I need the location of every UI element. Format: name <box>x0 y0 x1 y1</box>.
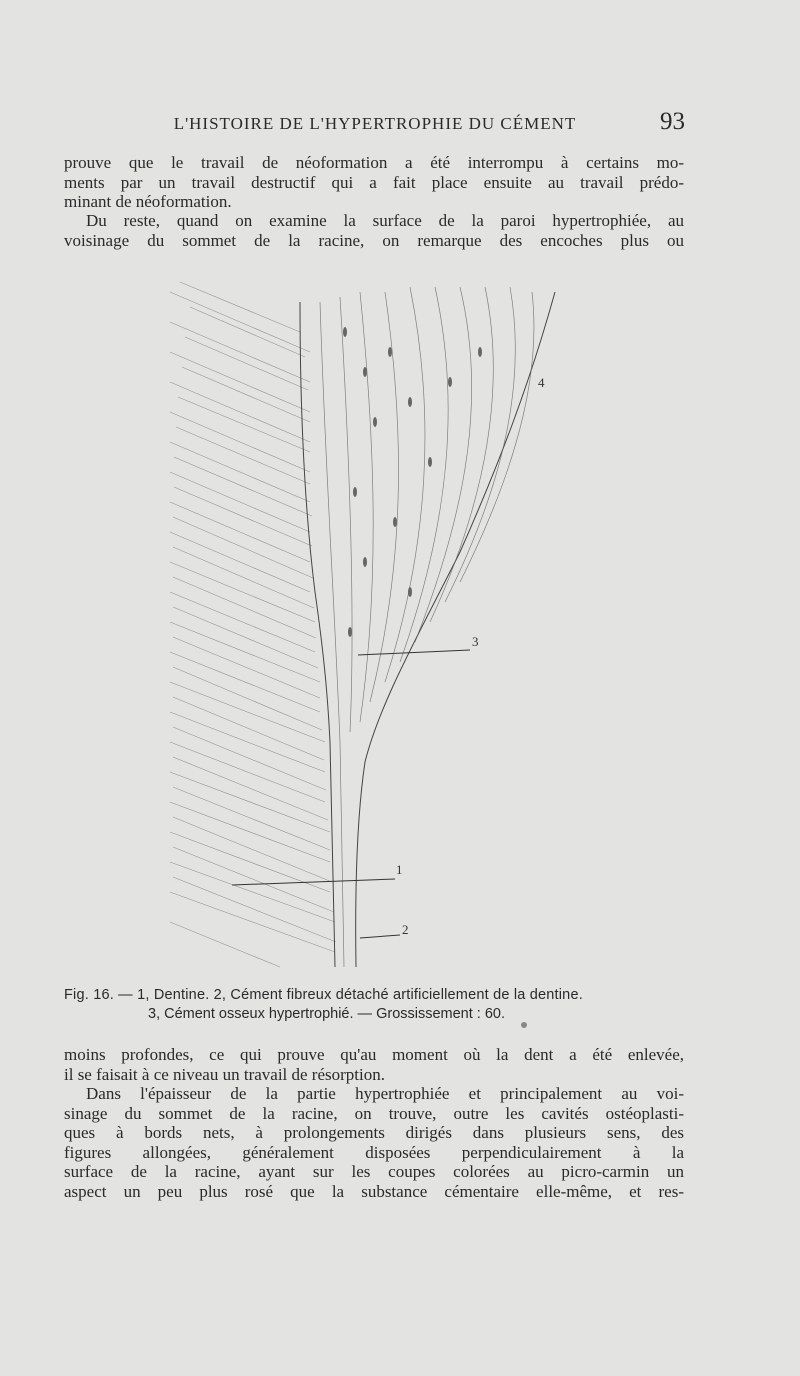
text-line: surface de la racine, ayant sur les coupes colorées au picro-carmin un <box>64 1162 684 1181</box>
text-line: Dans l'épaisseur de la partie hypertrophiée et principalement au voi- <box>86 1084 684 1103</box>
caption-line: Fig. 16. — 1, Dentine. 2, Cément fibreux détaché artificiellement de la dentine. <box>64 987 583 1003</box>
page-number: 93 <box>660 108 685 135</box>
cement-fibers <box>320 287 534 967</box>
text-line: minant de néoformation. <box>64 192 232 211</box>
histology-figure <box>160 262 590 974</box>
text-line: moins profondes, ce qui prouve qu'au moment où la dent a été enlevée, <box>64 1045 684 1064</box>
ink-speck <box>521 1022 527 1028</box>
figure-label: 2 <box>402 922 409 937</box>
text-line: voisinage du sommet de la racine, on remarque des encoches plus ou <box>64 230 684 250</box>
figure-caption <box>64 986 684 1024</box>
paragraph-top <box>64 153 684 212</box>
figure-label: 4 <box>538 375 545 390</box>
cement-outline <box>300 292 555 967</box>
figure-label: 3 <box>472 634 479 649</box>
running-title: L'HISTOIRE DE L'HYPERTROPHIE DU CÉMENT <box>173 114 577 133</box>
paragraph-second <box>64 211 684 250</box>
text-line: ques à bords nets, à prolongements dirigés dans plusieurs sens, des <box>64 1123 684 1142</box>
text-line: prouve que le travail de néoformation a été interrompu à certains mo- <box>64 153 684 172</box>
caption-line: 3, Cément osseux hypertrophié. — Grossissement : 60. <box>148 1006 506 1022</box>
text-line: Du reste, quand on examine la surface de la paroi hypertrophiée, au <box>86 211 684 230</box>
text-line: figures allongées, généralement disposées perpendiculairement à la <box>64 1142 684 1162</box>
figure-label: 1 <box>396 862 403 877</box>
text-line: sinage du sommet de la racine, on trouve, outre les cavités ostéoplasti- <box>64 1103 684 1123</box>
text-line: aspect un peu plus rosé que la substance cémentaire elle-même, et res- <box>64 1181 684 1201</box>
text-line: ments par un travail destructif qui a fait place ensuite au travail prédo- <box>64 172 684 192</box>
paragraph-last <box>64 1084 684 1201</box>
dentine-hatching <box>170 282 336 967</box>
paragraph-after-figure <box>64 1045 684 1084</box>
osteoplastic-cavities <box>343 327 482 637</box>
text-line: il se faisait à ce niveau un travail de résorption. <box>64 1064 385 1084</box>
